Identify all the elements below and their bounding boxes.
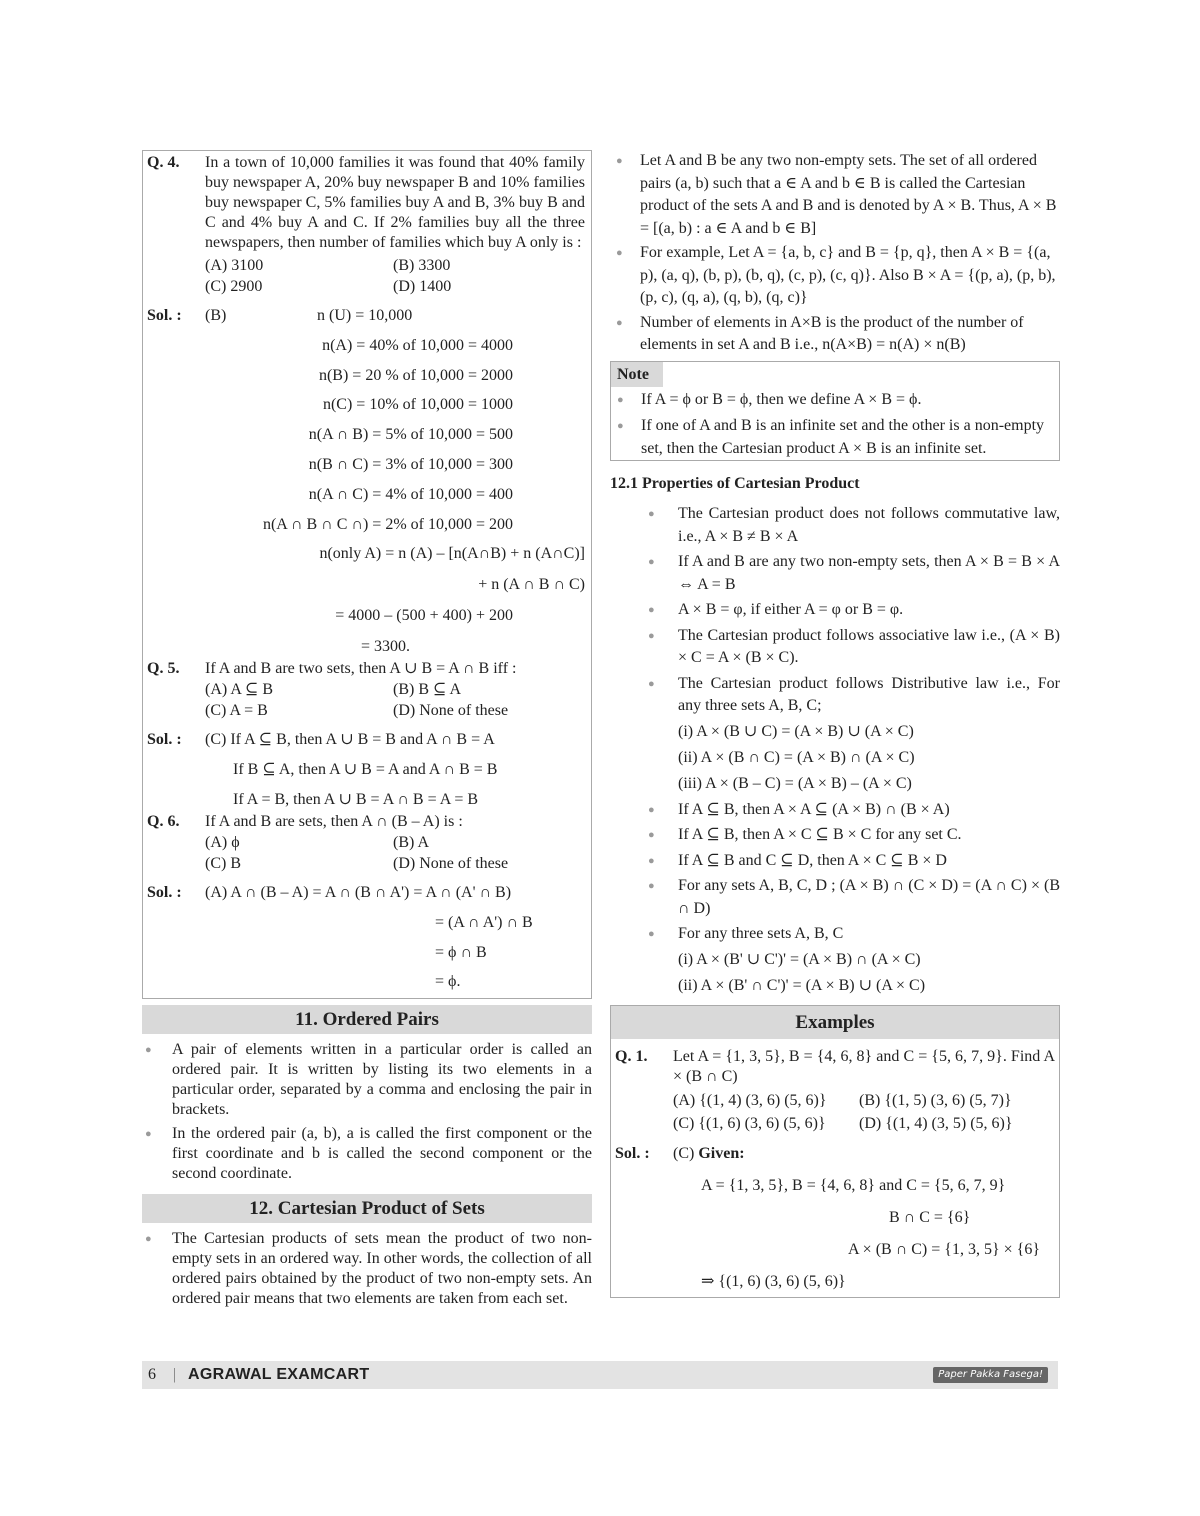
solution-line: If A = B, then A ∪ B = A ∩ B = A = B (233, 790, 479, 808)
solution-label: Sol. : (147, 883, 182, 901)
properties-list (610, 503, 1060, 998)
list-item (610, 799, 1060, 822)
solution-line: (A) A ∩ (B – A) = A ∩ (B ∩ A') = A ∩ (A' ∩ B) (205, 883, 512, 901)
bullet-icon: ● (616, 155, 623, 167)
solution-line: If B ⊆ A, then A ∪ B = A and A ∩ B = B (233, 761, 498, 779)
bullet-icon: ● (145, 1044, 152, 1057)
options (147, 679, 585, 721)
list-item (610, 625, 1060, 670)
option-d: (D) 1400 (393, 278, 452, 295)
question-4 (147, 153, 585, 253)
list-item-text: The Cartesian product does not follows commutative law, i.e., A × B ≠ B × A (678, 505, 1060, 545)
bullet-icon: ● (145, 1233, 152, 1246)
list-item (142, 1040, 592, 1120)
bullet-list (142, 1229, 592, 1309)
solution-5 (147, 730, 585, 810)
bullet-icon: ● (648, 629, 655, 642)
bullet-icon: ● (648, 508, 655, 520)
page-number: 6 (148, 1366, 156, 1383)
solution-6 (147, 883, 585, 992)
list-item (610, 150, 1060, 240)
solution-body (315, 306, 585, 326)
solution-label: Sol. : (147, 307, 182, 324)
bullet-icon: ● (648, 677, 655, 690)
solution-line: A × (B ∩ C) = {1, 3, 5} × {6} (848, 1240, 1041, 1258)
list-item (610, 551, 1060, 596)
list-item (610, 875, 1060, 920)
option-c: (C) {(1, 6) (3, 6) (5, 6)} (673, 1114, 826, 1132)
examples-box (610, 1005, 1060, 1298)
sub-item: (ii) A × (B ∩ C) = (A × B) ∩ (A × C) (678, 749, 915, 766)
list-item (611, 415, 1059, 460)
list-item (610, 599, 1060, 622)
list-item-text: The Cartesian product follows associative law i.e., (A × B) × C = A × (B × C). (678, 626, 1060, 666)
question-text: In a town of 10,000 families it was found that 40% family buy newspaper A, 20% buy newspaper B and 10% families buy newspaper C, 5% families buy A and B, 3% buy B and C and 4% buy A and C. If 2% families buy all the three newspapers, then number of families which buy A only is : (205, 154, 585, 251)
list-item (610, 242, 1060, 310)
list-item (611, 389, 1059, 412)
list-item-text: If A ⊆ B, then A × C ⊆ B × C for any set C. (678, 826, 962, 843)
solution-label: Sol. : (147, 731, 182, 749)
option-d: (D) None of these (393, 854, 509, 872)
footer-separator: | (173, 1366, 177, 1383)
option-a: (A) A ⊆ B (205, 681, 274, 699)
list-item (610, 850, 1060, 873)
list-item (610, 923, 1060, 946)
option-b: (B) A (393, 833, 429, 851)
option-b: (B) B ⊆ A (393, 681, 462, 699)
section-heading: 12. Cartesian Product of Sets (142, 1194, 592, 1223)
sub-item: (i) A × (B' ∪ C')' = (A × B) ∩ (A × C) (678, 951, 921, 968)
list-item-text: If A = ϕ or B = ϕ, then we define A × B = ϕ. (641, 390, 922, 408)
option-a: (A) {(1, 4) (3, 6) (5, 6)} (673, 1091, 827, 1109)
bullet-icon: ● (648, 880, 655, 892)
question-text: If A and B are sets, then A ∩ (B – A) is : (205, 812, 463, 830)
question-label: Q. 4. (147, 154, 180, 171)
solution-line: + n (A ∩ B ∩ C) (478, 576, 585, 594)
solution-line: n(only A) = n (A) – [n(A∩B) + n (A∩C)] (319, 545, 585, 563)
solution-4 (147, 306, 585, 326)
option-c: (C) 2900 (205, 278, 263, 295)
question-text: If A and B are two sets, then A ∪ B = A ∩ B iff : (205, 660, 517, 678)
solution-line: = ϕ. (435, 973, 461, 991)
bullet-icon: ● (616, 316, 623, 329)
bullet-icon: ● (648, 803, 655, 816)
solution-line: = (A ∩ A') ∩ B (435, 913, 533, 931)
option-c: (C) A = B (205, 702, 268, 720)
solution-body (205, 730, 585, 810)
list-item-text: In the ordered pair (a, b), a is called the first component or the first coordinate and b is called the second component or the second coordinate. (172, 1125, 592, 1183)
question-6 (147, 812, 585, 832)
solution-line: n(B) = 20 % of 10,000 = 2000 (318, 366, 513, 384)
option-d: (D) {(1, 4) (3, 5) (5, 6)} (859, 1114, 1013, 1132)
options (611, 1089, 1059, 1135)
tagline-badge: Paper Pakka Fasega! (933, 1367, 1048, 1383)
sub-item: (iii) A × (B – C) = (A × B) – (A × C) (678, 775, 912, 792)
solution-line: = ϕ ∩ B (435, 943, 487, 961)
solution-lines (147, 336, 585, 627)
solution-line: n(C) = 10% of 10,000 = 1000 (322, 396, 513, 414)
right-column (610, 150, 1060, 1298)
page-footer (142, 1361, 1058, 1389)
sub-item: (ii) A × (B' ∩ C')' = (A × B) ∪ (A × C) (678, 977, 926, 994)
list-item-text: If A ⊆ B, then A × A ⊆ (A × B) ∩ (B × A) (678, 800, 950, 818)
brand-logo: AGRAWAL EXAMCART (188, 1366, 370, 1383)
list-item-text: If A and B are any two non-empty sets, then A × B = B × A ⇔ A = B (678, 553, 1060, 593)
options (147, 832, 585, 874)
list-item-text: A × B = φ, if either A = φ or B = φ. (678, 601, 904, 618)
left-column (142, 150, 592, 1309)
solution-label: Sol. : (615, 1144, 650, 1162)
list-item-text: For any three sets A, B, C (678, 925, 844, 942)
example-solution (611, 1144, 1059, 1164)
list-item-text: A pair of elements written in a particular order is called an ordered pair. It is written by listing its two elements in a particular order, separated by a comma and enclosing the pair in brackets. (172, 1041, 592, 1119)
question-label: Q. 6. (147, 812, 180, 830)
option-d: (D) None of these (393, 702, 509, 720)
list-item-text: For example, Let A = {a, b, c} and B = {p, q}, then A × B = {(a, p), (a, q), (b, p), (b, q), (c, p), (c, q)}. Also B × A = {(p, a), (p, b), (p, c), (q, a), (q, b), (q, c)} (640, 244, 1056, 306)
option-b: (B) 3300 (393, 257, 451, 274)
bullet-icon: ● (616, 247, 623, 259)
option-a: (A) ϕ (205, 833, 240, 851)
solution-lines (611, 1175, 1059, 1293)
solution-line: n (U) = 10,000 (317, 307, 413, 324)
bullet-icon: ● (648, 854, 655, 867)
list-item (610, 673, 1060, 718)
note-title: Note (611, 362, 663, 387)
sub-item: (i) A × (B ∪ C) = (A × B) ∪ (A × C) (678, 723, 914, 740)
list-item-text: For any sets A, B, C, D ; (A × B) ∩ (C × D) = (A ∩ C) × (B ∩ D) (678, 877, 1060, 917)
list-item-text: If one of A and B is an infinite set and the other is a non-empty set, then the Cartesian product A × B is an infinite set. (641, 417, 1045, 457)
solution-body (205, 883, 585, 992)
list-item-text: Number of elements in A×B is the product of the number of elements in set A and B i.e., n(A×B) = n(A) × n(B) (640, 313, 1024, 353)
solution-line: ⇒ {(1, 6) (3, 6) (5, 6)} (701, 1272, 846, 1290)
examples-heading: Examples (611, 1006, 1059, 1039)
bullet-list (610, 150, 1060, 357)
solution-line: (C) If A ⊆ B, then A ∪ B = B and A ∩ B = A (205, 731, 495, 749)
section-heading: 11. Ordered Pairs (142, 1005, 592, 1034)
bullet-icon: ● (648, 556, 655, 568)
solution-given: Given: (698, 1144, 745, 1162)
solution-line: A = {1, 3, 5}, B = {4, 6, 8} and C = {5, 6, 7, 9} (701, 1176, 1006, 1194)
list-item-text: The Cartesian product follows Distributive law i.e., For any three sets A, B, C; (678, 674, 1060, 714)
bullet-icon: ● (648, 928, 655, 940)
option-c: (C) B (205, 854, 241, 872)
list-item (142, 1229, 592, 1309)
solution-line: = 4000 – (500 + 400) + 200 (335, 607, 513, 625)
solution-line: = 3300. (361, 638, 411, 656)
option-a: (A) 3100 (205, 257, 264, 274)
bullet-icon: ● (145, 1128, 152, 1141)
solution-line: n(A ∩ C) = 4% of 10,000 = 400 (308, 485, 513, 503)
question-text: Let A = {1, 3, 5}, B = {4, 6, 8} and C = {5, 6, 7, 9}. Find A × (B ∩ C) (673, 1047, 1055, 1085)
note-box (610, 361, 1060, 462)
example-1 (611, 1047, 1059, 1087)
list-item-text: Let A and B be any two non-empty sets. The set of all ordered pairs (a, b) such that a ∈ A and b ∈ B is called the Cartesian product of the sets A and B and is denoted by A × B. Thus, A × B = [(a, b) : a ∈ A and b ∈ B] (640, 152, 1057, 237)
list-item (610, 312, 1060, 357)
bullet-icon: ● (617, 420, 624, 432)
solution-answer: (C) (673, 1144, 695, 1162)
question-5 (147, 659, 585, 679)
solution-line: n(A ∩ B) = 5% of 10,000 = 500 (308, 426, 513, 444)
question-label: Q. 5. (147, 660, 180, 678)
question-box (142, 150, 592, 999)
bullet-icon: ● (648, 829, 655, 841)
list-item (142, 1124, 592, 1184)
solution-answer: (B) (205, 307, 227, 324)
solution-line: n(B ∩ C) = 3% of 10,000 = 300 (308, 455, 513, 473)
solution-head (673, 1144, 745, 1164)
list-item-text: The Cartesian products of sets mean the product of two non-empty sets in an ordered way. In other words, the collection of all ordered pairs obtained by the product of two non-empty sets. An ordered pair means that two elements are taken from each set. (172, 1230, 592, 1308)
question-label: Q. 1. (615, 1047, 648, 1065)
list-item-text: If A ⊆ B and C ⊆ D, then A × C ⊆ B × D (678, 851, 947, 869)
solution-line: n(A ∩ B ∩ C ∩) = 2% of 10,000 = 200 (262, 515, 513, 533)
solution-line: n(A) = 40% of 10,000 = 4000 (322, 336, 513, 354)
subsection-heading: 12.1 Properties of Cartesian Product (610, 475, 860, 492)
options (147, 255, 585, 297)
bullet-list (142, 1040, 592, 1184)
solution-line: B ∩ C = {6} (889, 1208, 971, 1226)
option-b: (B) {(1, 5) (3, 6) (5, 7)} (859, 1091, 1012, 1109)
bullet-icon: ● (617, 393, 624, 406)
bullet-icon: ● (648, 604, 655, 616)
list-item (610, 503, 1060, 548)
list-item (610, 824, 1060, 847)
